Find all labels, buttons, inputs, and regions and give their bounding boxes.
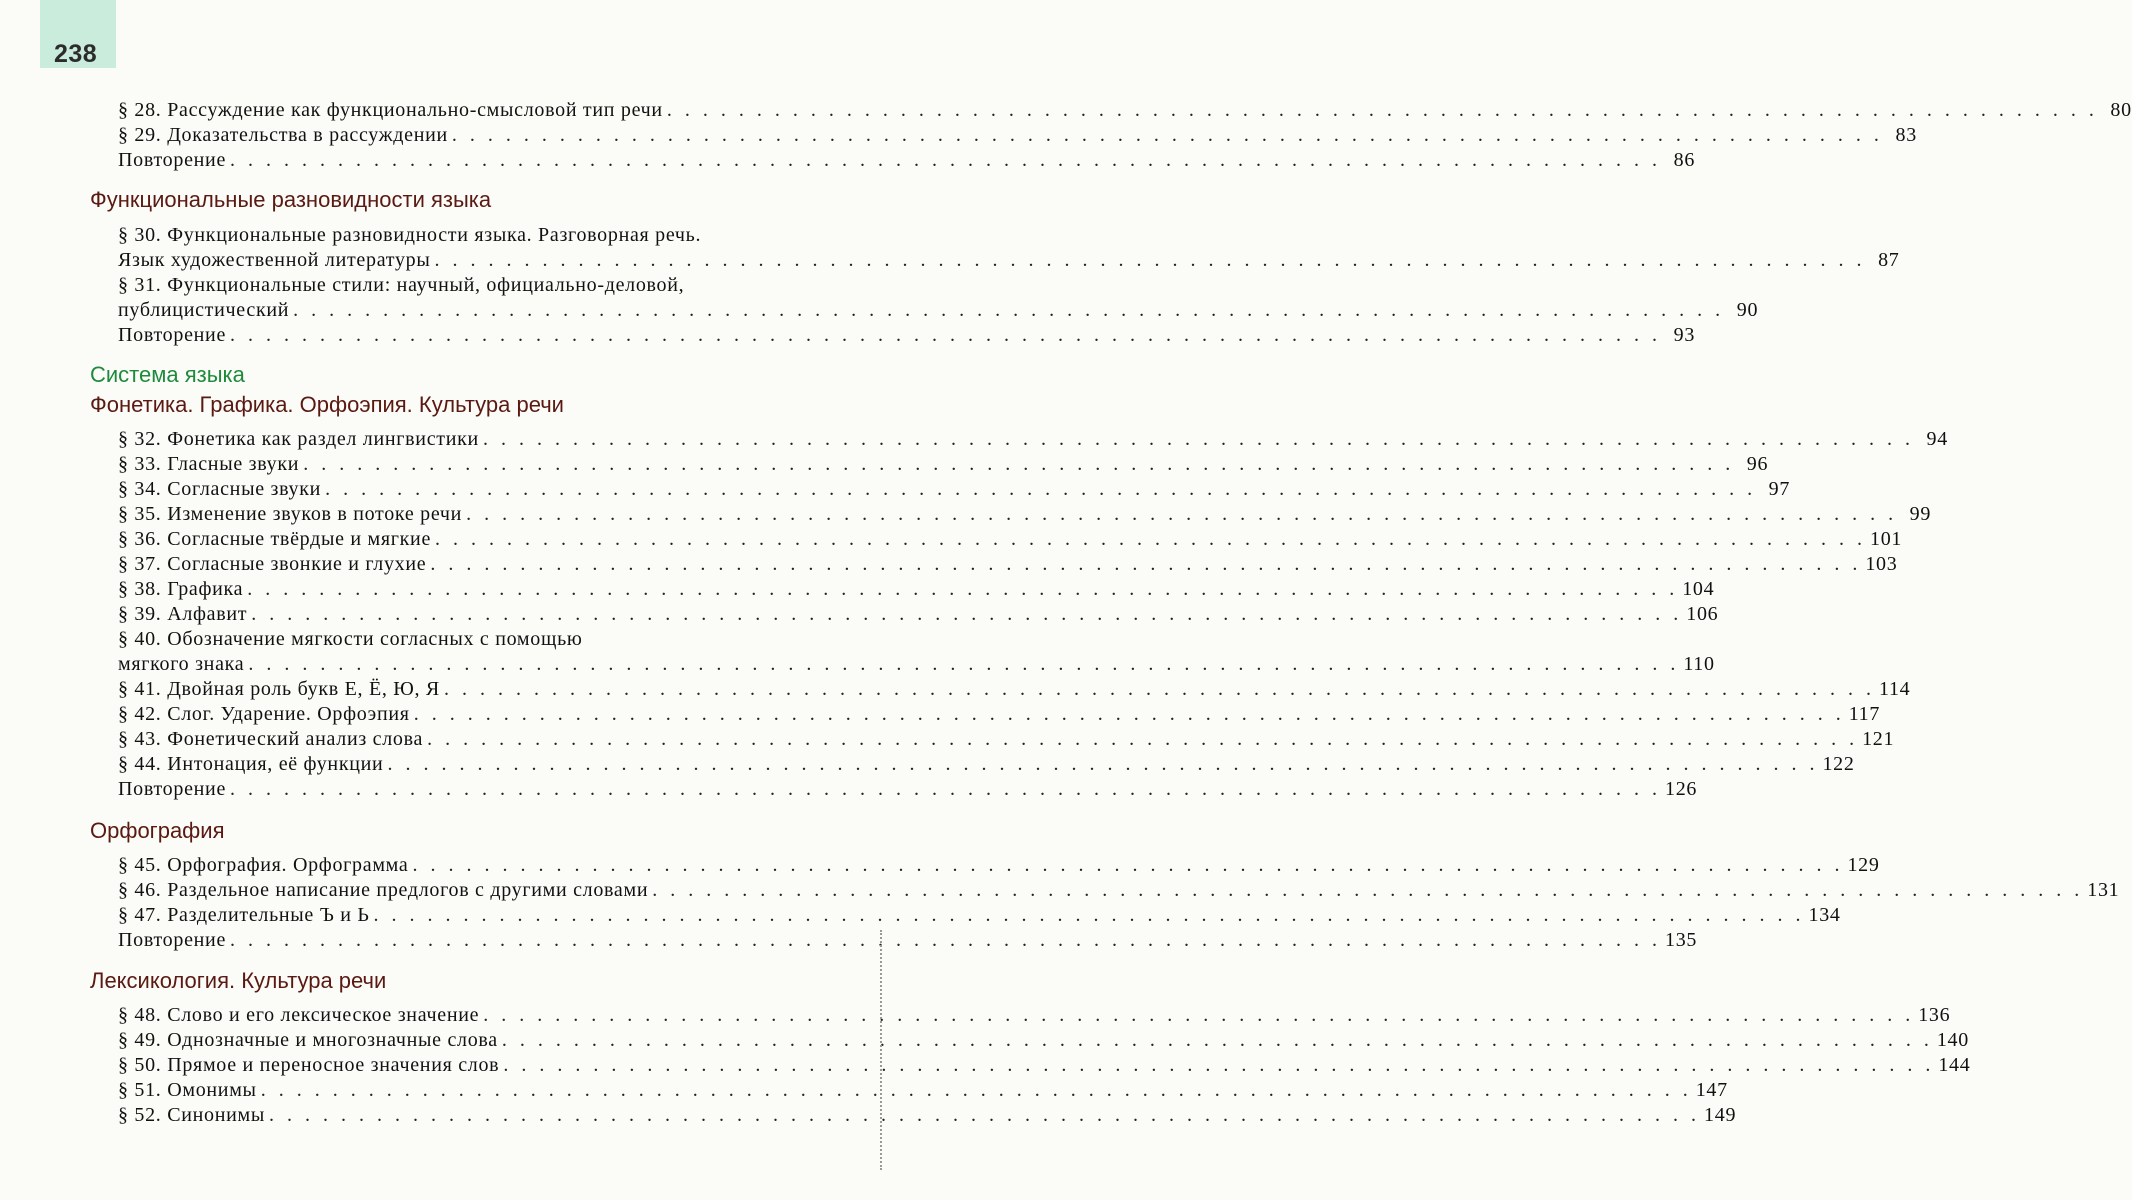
entry-page: 86: [1673, 149, 1696, 171]
page-number: 238: [54, 40, 98, 68]
leader-dots: . . . . . . . . . . . . . . . . . . . . . . . . . . . . . . . . . . . . . . . . . . . . . . . . . . . . . . . . . . . . . . . . . . . . . . . . . . . . . . . .: [251, 603, 1683, 625]
entry-title: § 32. Фонетика как раздел лингвистики: [118, 428, 479, 450]
entry-page: 90: [1736, 299, 1759, 321]
entry-page: 144: [1938, 1054, 1971, 1076]
leader-dots: . . . . . . . . . . . . . . . . . . . . . . . . . . . . . . . . . . . . . . . . . . . . . . . . . . . . . . . . . . . . . . . . . . . . . . . . . . . . . . . .: [482, 428, 1914, 450]
leader-dots: . . . . . . . . . . . . . . . . . . . . . . . . . . . . . . . . . . . . . . . . . . . . . . . . . . . . . . . . . . . . . . . . . . . . . . . . . . . . . . . .: [652, 879, 2084, 901]
leader-dots: . . . . . . . . . . . . . . . . . . . . . . . . . . . . . . . . . . . . . . . . . . . . . . . . . . . . . . . . . . . . . . . . . . . . . . . . . . . . . . . .: [373, 904, 1805, 926]
section-heading: Лексикология. Культура речи: [90, 968, 387, 993]
entry-page: 114: [1878, 678, 1911, 700]
leader-dots: . . . . . . . . . . . . . . . . . . . . . . . . . . . . . . . . . . . . . . . . . . . . . . . . . . . . . . . . . . . . . . . . . . . . . . . . . . . . . . . .: [434, 249, 1866, 271]
entry-page: 93: [1673, 324, 1696, 346]
entry-page: 97: [1768, 478, 1791, 500]
entry-title-line1: § 31. Функциональные стили: научный, официально-деловой,: [118, 274, 685, 296]
entry-page: 94: [1926, 428, 1948, 450]
entry-title: Повторение: [118, 324, 227, 346]
toc-entry: [118, 577, 1715, 602]
section-heading: Фонетика. Графика. Орфоэпия. Культура речи: [90, 392, 564, 417]
leader-dots: . . . . . . . . . . . . . . . . . . . . . . . . . . . . . . . . . . . . . . . . . . . . . . . . . . . . . . . . . . . . . . . . . . . . . . . . . . . . . . . .: [293, 299, 1725, 321]
entry-page: 131: [2087, 879, 2120, 901]
entry-page: 126: [1665, 778, 1698, 800]
leader-dots: . . . . . . . . . . . . . . . . . . . . . . . . . . . . . . . . . . . . . . . . . . . . . . . . . . . . . . . . . . . . . . . . . . . . . . . . . . . . . . . .: [387, 753, 1819, 775]
toc-entry: [118, 928, 1698, 953]
entry-page: 149: [1704, 1104, 1737, 1126]
toc-entry: [118, 527, 1903, 552]
toc-entry: [118, 452, 1769, 477]
leader-dots: . . . . . . . . . . . . . . . . . . . . . . . . . . . . . . . . . . . . . . . . . . . . . . . . . . . . . . . . . . . . . . . . . . . . . . . . . . . . . . . .: [247, 578, 1679, 600]
leader-dots: . . . . . . . . . . . . . . . . . . . . . . . . . . . . . . . . . . . . . . . . . . . . . . . . . . . . . . . . . . . . . . . . . . . . . . . . . . . . . . . .: [666, 99, 2098, 121]
entry-page: 136: [1918, 1004, 1951, 1026]
entry-page: 103: [1865, 553, 1898, 575]
entry-title: § 38. Графика: [118, 578, 244, 600]
toc-entry: [118, 853, 1880, 878]
toc-entry: [118, 1028, 1969, 1053]
entry-page: 129: [1847, 854, 1880, 876]
entry-title: § 52. Синонимы: [118, 1104, 266, 1126]
leader-dots: . . . . . . . . . . . . . . . . . . . . . . . . . . . . . . . . . . . . . . . . . . . . . . . . . . . . . . . . . . . . . . . . . . . . . . . . . . . . . . . .: [248, 653, 1680, 675]
entry-title: § 28. Рассуждение как функционально-смысловой тип речи: [118, 99, 663, 121]
entry-title: Повторение: [118, 149, 227, 171]
leader-dots: . . . . . . . . . . . . . . . . . . . . . . . . . . . . . . . . . . . . . . . . . . . . . . . . . . . . . . . . . . . . . . . . . . . . . . . . . . . . . . . .: [483, 1004, 1915, 1026]
entry-title: § 44. Интонация, её функции: [118, 753, 384, 775]
section-heading: Функциональные разновидности языка: [90, 187, 492, 212]
leader-dots: . . . . . . . . . . . . . . . . . . . . . . . . . . . . . . . . . . . . . . . . . . . . . . . . . . . . . . . . . . . . . . . . . . . . . . . . . . . . . . . .: [503, 1054, 1935, 1076]
toc-entry: [118, 148, 1696, 173]
toc-entry: [118, 702, 1881, 727]
entry-page: 147: [1695, 1079, 1728, 1101]
entry-page: 134: [1808, 904, 1841, 926]
toc-entry: [118, 98, 2132, 123]
leader-dots: . . . . . . . . . . . . . . . . . . . . . . . . . . . . . . . . . . . . . . . . . . . . . . . . . . . . . . . . . . . . . . . . . . . . . . . . . . . . . . . .: [269, 1104, 1701, 1126]
entry-page: 117: [1848, 703, 1881, 725]
leader-dots: . . . . . . . . . . . . . . . . . . . . . . . . . . . . . . . . . . . . . . . . . . . . . . . . . . . . . . . . . . . . . . . . . . . . . . . . . . . . . . . .: [230, 149, 1662, 171]
entry-title: § 48. Слово и его лексическое значение: [118, 1004, 480, 1026]
entry-page: 83: [1895, 124, 1917, 146]
leader-dots: . . . . . . . . . . . . . . . . . . . . . . . . . . . . . . . . . . . . . . . . . . . . . . . . . . . . . . . . . . . . . . . . . . . . . . . . . . . . . . . .: [260, 1079, 1692, 1101]
toc-entry: [118, 1078, 1728, 1103]
entry-title: Повторение: [118, 929, 227, 951]
entry-title: § 29. Доказательства в рассуждении: [118, 124, 448, 146]
toc-entry: [118, 602, 1719, 627]
toc-entry: [118, 1103, 1737, 1128]
entry-title: § 34. Согласные звуки: [118, 478, 322, 500]
toc-entry: [118, 903, 1841, 928]
toc-entry: [118, 502, 1932, 527]
page-edge-marks: [880, 930, 884, 1170]
leader-dots: . . . . . . . . . . . . . . . . . . . . . . . . . . . . . . . . . . . . . . . . . . . . . . . . . . . . . . . . . . . . . . . . . . . . . . . . . . . . . . . .: [443, 678, 1875, 700]
toc-entry: [118, 1053, 1971, 1078]
entry-title: § 47. Разделительные Ъ и Ь: [118, 904, 370, 926]
toc-entry: [118, 777, 1698, 802]
entry-title: § 45. Орфография. Орфограмма: [118, 854, 409, 876]
entry-title-line1: § 30. Функциональные разновидности языка. Разговорная речь.: [118, 224, 702, 246]
entry-title: § 36. Согласные твёрдые и мягкие: [118, 528, 432, 550]
entry-title: § 43. Фонетический анализ слова: [118, 728, 424, 750]
leader-dots: . . . . . . . . . . . . . . . . . . . . . . . . . . . . . . . . . . . . . . . . . . . . . . . . . . . . . . . . . . . . . . . . . . . . . . . . . . . . . . . .: [466, 503, 1898, 525]
entry-title: публицистический: [118, 299, 290, 321]
leader-dots: . . . . . . . . . . . . . . . . . . . . . . . . . . . . . . . . . . . . . . . . . . . . . . . . . . . . . . . . . . . . . . . . . . . . . . . . . . . . . . . .: [451, 124, 1883, 146]
entry-page: 121: [1862, 728, 1895, 750]
entry-page: 87: [1878, 249, 1900, 271]
entry-title: § 37. Согласные звонкие и глухие: [118, 553, 427, 575]
toc-entry: [118, 878, 2120, 903]
leader-dots: . . . . . . . . . . . . . . . . . . . . . . . . . . . . . . . . . . . . . . . . . . . . . . . . . . . . . . . . . . . . . . . . . . . . . . . . . . . . . . . .: [412, 854, 1844, 876]
entry-page: 122: [1822, 753, 1855, 775]
entry-page: 96: [1746, 453, 1769, 475]
leader-dots: . . . . . . . . . . . . . . . . . . . . . . . . . . . . . . . . . . . . . . . . . . . . . . . . . . . . . . . . . . . . . . . . . . . . . . . . . . . . . . . .: [435, 528, 1867, 550]
toc-entry: [118, 323, 1696, 348]
entry-title: § 33. Гласные звуки: [118, 453, 300, 475]
system-heading: Система языка: [90, 362, 245, 387]
toc-entry: [118, 223, 1900, 273]
entry-title: § 49. Однозначные и многозначные слова: [118, 1029, 498, 1051]
entry-title: § 51. Омонимы: [118, 1079, 257, 1101]
toc-entry: [118, 477, 1791, 502]
leader-dots: . . . . . . . . . . . . . . . . . . . . . . . . . . . . . . . . . . . . . . . . . . . . . . . . . . . . . . . . . . . . . . . . . . . . . . . . . . . . . . . .: [303, 453, 1735, 475]
entry-title: § 42. Слог. Ударение. Орфоэпия: [118, 703, 410, 725]
entry-title: § 41. Двойная роль букв Е, Ё, Ю, Я: [118, 678, 440, 700]
toc-entry: [118, 627, 1715, 677]
leader-dots: . . . . . . . . . . . . . . . . . . . . . . . . . . . . . . . . . . . . . . . . . . . . . . . . . . . . . . . . . . . . . . . . . . . . . . . . . . . . . . . .: [430, 553, 1862, 575]
entry-page: 135: [1665, 929, 1698, 951]
leader-dots: . . . . . . . . . . . . . . . . . . . . . . . . . . . . . . . . . . . . . . . . . . . . . . . . . . . . . . . . . . . . . . . . . . . . . . . . . . . . . . . .: [230, 929, 1662, 951]
leader-dots: . . . . . . . . . . . . . . . . . . . . . . . . . . . . . . . . . . . . . . . . . . . . . . . . . . . . . . . . . . . . . . . . . . . . . . . . . . . . . . . .: [230, 324, 1662, 346]
entry-title: § 39. Алфавит: [118, 603, 248, 625]
leader-dots: . . . . . . . . . . . . . . . . . . . . . . . . . . . . . . . . . . . . . . . . . . . . . . . . . . . . . . . . . . . . . . . . . . . . . . . . . . . . . . . .: [427, 728, 1859, 750]
entry-title: Повторение: [118, 778, 227, 800]
leader-dots: . . . . . . . . . . . . . . . . . . . . . . . . . . . . . . . . . . . . . . . . . . . . . . . . . . . . . . . . . . . . . . . . . . . . . . . . . . . . . . . .: [325, 478, 1757, 500]
section-heading: Орфография: [90, 818, 225, 843]
toc-entry: [118, 677, 1911, 702]
entry-page: 101: [1870, 528, 1903, 550]
entry-title: § 35. Изменение звуков в потоке речи: [118, 503, 463, 525]
toc-entry: [118, 752, 1855, 777]
entry-page: 110: [1683, 653, 1715, 675]
entry-page: 99: [1909, 503, 1932, 525]
leader-dots: . . . . . . . . . . . . . . . . . . . . . . . . . . . . . . . . . . . . . . . . . . . . . . . . . . . . . . . . . . . . . . . . . . . . . . . . . . . . . . . .: [501, 1029, 1933, 1051]
entry-page: 104: [1682, 578, 1715, 600]
entry-page: 106: [1686, 603, 1719, 625]
entry-title: мягкого знака: [118, 653, 245, 675]
leader-dots: . . . . . . . . . . . . . . . . . . . . . . . . . . . . . . . . . . . . . . . . . . . . . . . . . . . . . . . . . . . . . . . . . . . . . . . . . . . . . . . .: [230, 778, 1662, 800]
toc-entry: [118, 273, 1759, 323]
leader-dots: . . . . . . . . . . . . . . . . . . . . . . . . . . . . . . . . . . . . . . . . . . . . . . . . . . . . . . . . . . . . . . . . . . . . . . . . . . . . . . . .: [413, 703, 1845, 725]
entry-page: 140: [1936, 1029, 1969, 1051]
toc-entry: [118, 427, 1948, 452]
toc-entry: [118, 123, 1917, 148]
toc-entry: [118, 727, 1895, 752]
toc-entry: [118, 552, 1898, 577]
toc-entry: [118, 1003, 1951, 1028]
entry-title: § 50. Прямое и переносное значения слов: [118, 1054, 500, 1076]
entry-title-line1: § 40. Обозначение мягкости согласных с помощью: [118, 628, 583, 650]
entry-title: § 46. Раздельное написание предлогов с другими словами: [118, 879, 649, 901]
entry-title: Язык художественной литературы: [118, 249, 431, 271]
entry-page: 80: [2110, 99, 2132, 121]
